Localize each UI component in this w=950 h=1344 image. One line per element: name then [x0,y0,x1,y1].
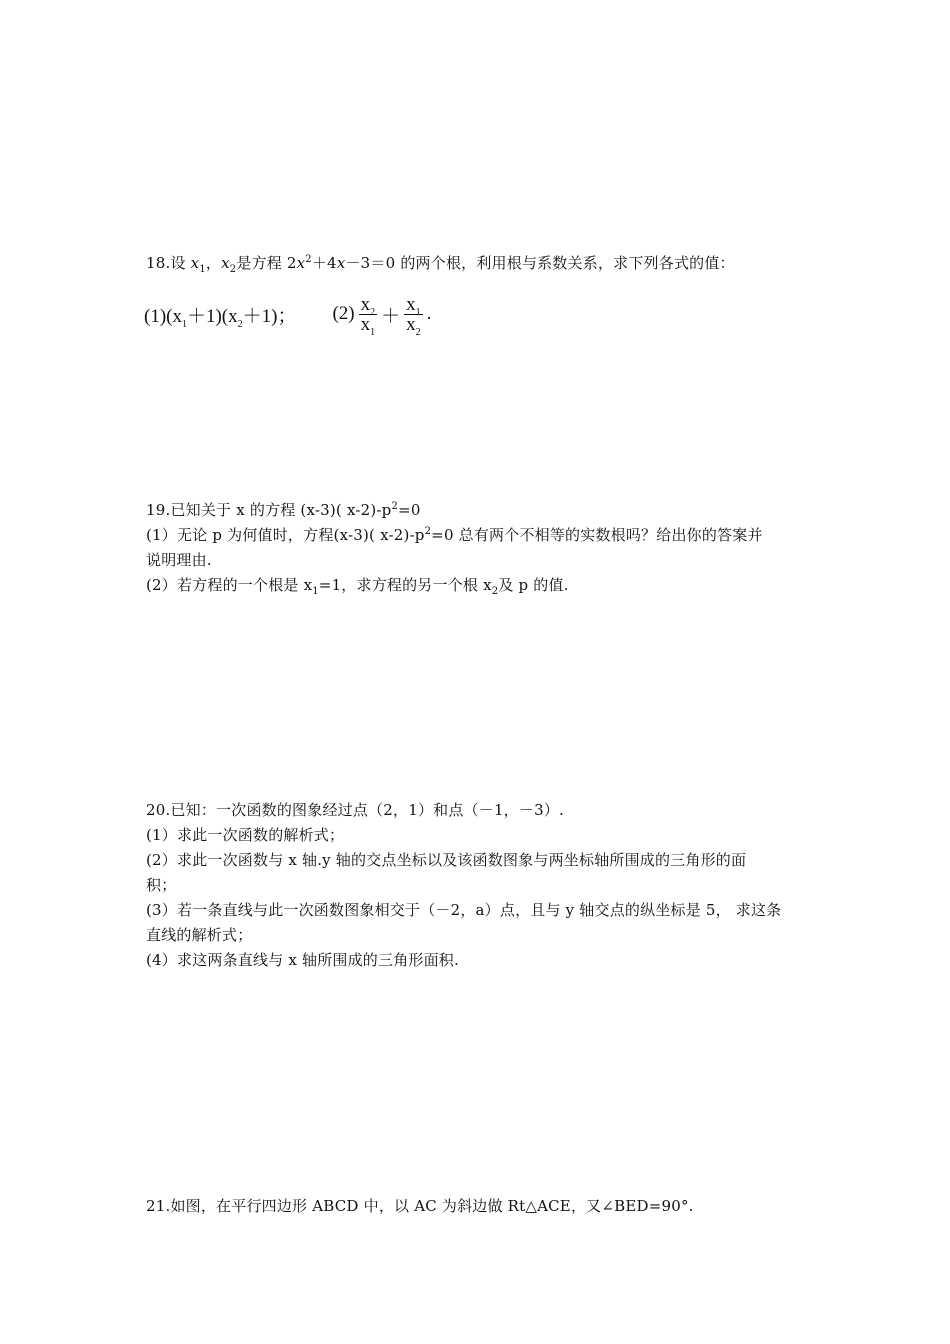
q20-line4: 积； [146,876,177,894]
q18-expressions [144,292,431,336]
q19-line3: 说明理由. [146,551,212,569]
q18-part2: (2) $\frac{x_2}{x_1}$ ＋ $\frac{x_1}{x_2}$ . [332,293,432,338]
q19-line4: (2）若方程的一个根是 $x_1=1$，求方程的另一个根 $x_2$及 p 的值. [146,576,569,597]
q20-line5: (3）若一条直线与此一次函数图象相交于（－2，a）点，且与 y 轴交点的纵坐标是 5， 求这条 [146,901,782,919]
q19-line2: (1）无论 p 为何值时，方程(x-3)( $x-2)-p^2=0$ 总有两个不相等的实数根吗？给出你的答案并 [146,526,763,544]
q20-line1: 20.已知：一次函数的图象经过点（2，1）和点（－1，－3）. [146,801,564,819]
q18-part1: $(1)(x_1+1)(x_2+1)$； [144,305,297,330]
q18-statement: 18.设 $x_1$，$x_2$是方程 $2x^2+4x-3=0$ 的两个根，利用根与系数关系，求下列各式的值： [146,254,735,275]
q20-line6: 直线的解析式； [146,926,253,944]
fraction-x2-over-x1: $\frac{x_2}{x_1}$ [360,293,376,338]
q20-line3: (2）求此一次函数与 x 轴.y 轴的交点坐标以及该函数图象与两坐标轴所围成的三角形的面 [146,851,747,869]
fraction-x1-over-x2: $\frac{x_1}{x_2}$ [406,293,421,338]
q20-line2: (1）求此一次函数的解析式； [146,826,345,844]
q20-line7: (4）求这两条直线与 x 轴所围成的三角形面积. [146,951,459,969]
q19-line1: 19.已知关于 x 的方程 (x-3)( $x-2)-p^2=0$ [146,501,421,519]
q21-line1: 21.如图，在平行四边形 ABCD 中，以 AC 为斜边做 Rt△ACE，又∠BED=90°. [146,1197,694,1215]
